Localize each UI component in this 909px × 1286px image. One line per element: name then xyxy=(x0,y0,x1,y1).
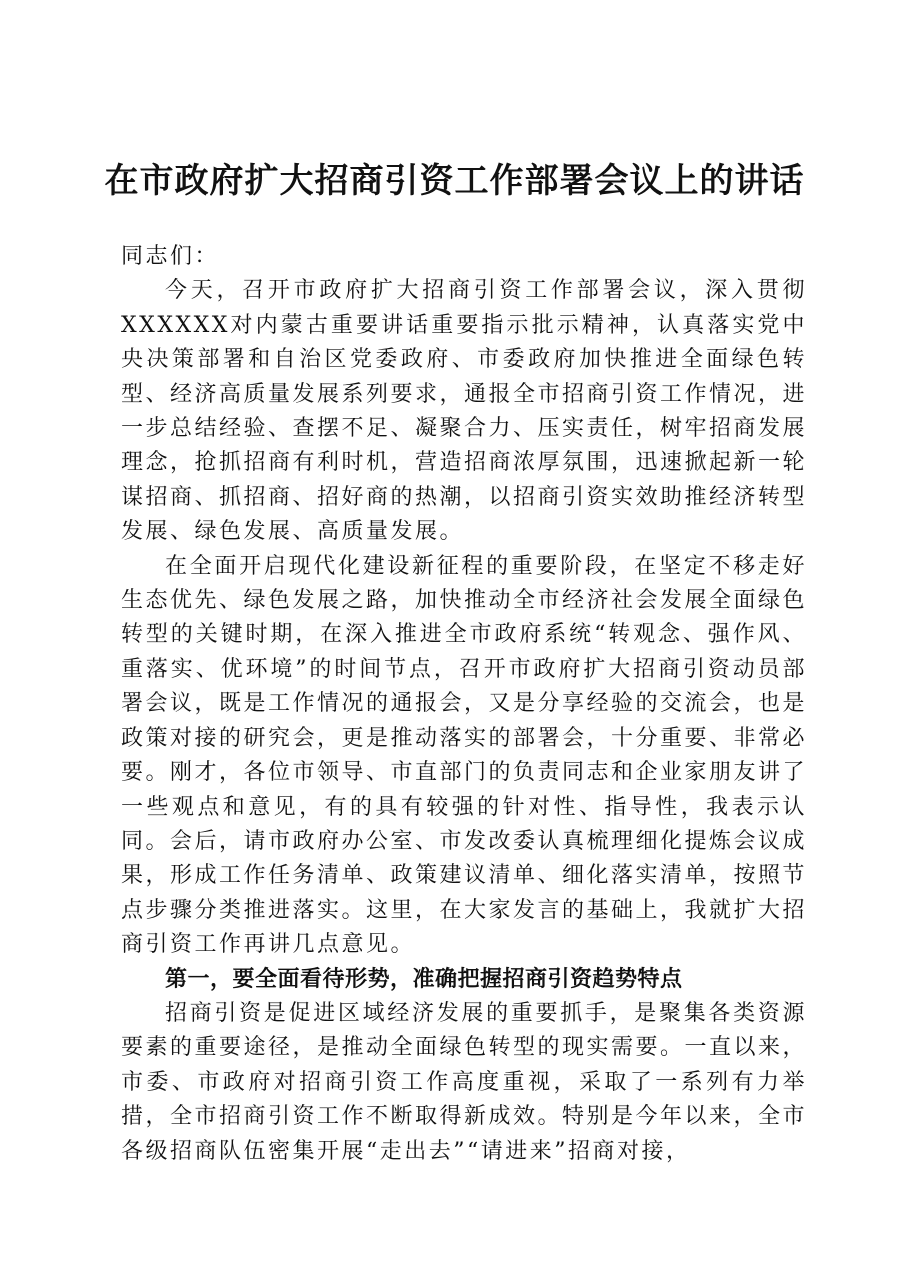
paragraph-context: 在全面开启现代化建设新征程的重要阶段，在坚定不移走好生态优先、绿色发展之路，加快推动全市经济社会发展全面绿色转型的关键时期，在深入推进全市政府系统“转观念、强作风、重落实、优环境”的时间节点，召开市政府扩大招商引资动员部署会议，既是工作情况的通报会，又是分享经验的交流会，也是政策对接的研究会，更是推动落实的部署会，十分重要、非常必要。刚才，各位市领导、市直部门的负责同志和企业家朋友讲了一些观点和意见，有的具有较强的针对性、指导性，我表示认同。会后，请市政府办公室、市发改委认真梳理细化提炼会议成果，形成工作任务清单、政策建议清单、细化落实清单，按照节点步骤分类推进落实。这里，在大家发言的基础上，我就扩大招商引资工作再讲几点意见。 xyxy=(121,553,808,958)
paragraph-section-first: 招商引资是促进区域经济发展的重要抓手，是聚集各类资源要素的重要途径，是推动全面绿色转型的现实需要。一直以来，市委、市政府对招商引资工作高度重视，采取了一系列有力举措，全市招商引资工作不断取得新成效。特别是今年以来，全市各级招商队伍密集开展“走出去”“请进来”招商对接， xyxy=(121,1000,808,1164)
document-body xyxy=(121,240,807,1169)
salutation: 同志们： xyxy=(121,244,220,269)
document-title: 在市政府扩大招商引资工作部署会议上的讲话 xyxy=(104,161,805,201)
paragraph-opening: 今天，召开市政府扩大招商引资工作部署会议，深入贯彻XXXXXX对内蒙古重要讲话重要指示批示精神，认真落实党中央决策部署和自治区党委政府、市委政府加快推进全面绿色转型、经济高质量发展系列要求，通报全市招商引资工作情况，进一步总结经验、查摆不足、凝聚合力、压实责任，树牢招商发展理念，抢抓招商有利时机，营造招商浓厚氛围，迅速掀起新一轮谋招商、抓招商、招好商的热潮，以招商引资实效助推经济转型发展、绿色发展、高质量发展。 xyxy=(121,278,808,545)
section-heading-first: 第一，要全面看待形势，准确把握招商引资趋势特点 xyxy=(165,966,683,992)
